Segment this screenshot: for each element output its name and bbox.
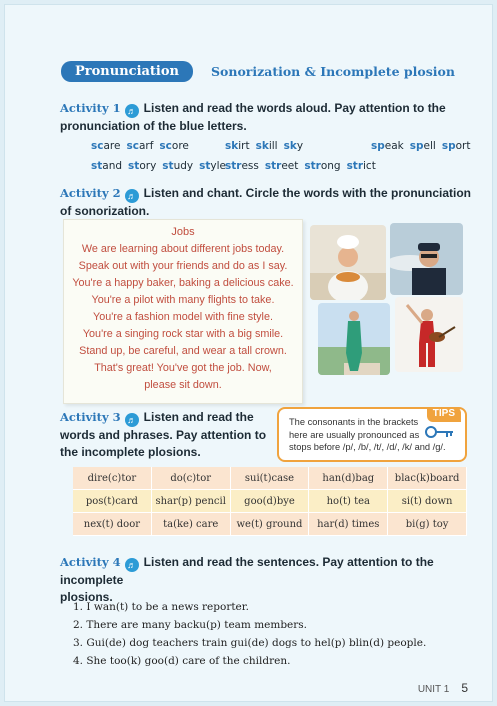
tips-label: TIPS: [427, 407, 461, 422]
grid-cell: han(d)bag: [309, 467, 388, 490]
grid-cell: we(t) ground: [231, 513, 310, 536]
word: stand: [91, 160, 123, 172]
word: style: [199, 160, 226, 172]
chant-line: You're a singing rock star with a big smile.: [82, 328, 284, 340]
grid-cell: shar(p) pencil: [152, 490, 231, 513]
page-footer: [418, 681, 468, 695]
word: skirt: [225, 140, 250, 152]
activity-2-tag: Activity 2: [60, 186, 121, 200]
grid-cell: blac(k)board: [388, 467, 467, 490]
tips-line: stops before /p/, /b/, /t/, /d/, /k/ and /g/.: [289, 442, 446, 452]
section-header: [61, 60, 455, 82]
activity-1-line1: Listen and read the words aloud. Pay attention to the: [143, 101, 446, 115]
activity-4-tag: Activity 4: [60, 555, 121, 569]
chant-line: That's great! You've got the job. Now,: [94, 362, 272, 374]
word-group-str: [225, 160, 382, 172]
grid-cell: ho(t) tea: [309, 490, 388, 513]
word: street: [264, 160, 299, 172]
word-group-st: [91, 160, 232, 172]
activity-2-instruction: [60, 185, 471, 220]
activity-1-tag: Activity 1: [60, 101, 121, 115]
tips-line: The consonants in the brackets: [289, 417, 419, 427]
grid-cell: pos(t)card: [73, 490, 152, 513]
grid-cell: goo(d)bye: [231, 490, 310, 513]
rock-star-photo: [395, 297, 463, 372]
unit-label: UNIT 1: [417, 684, 450, 695]
activity-3-instruction: [60, 409, 266, 461]
activity-3-line2: words and phrases. Pay attention to: [60, 428, 267, 442]
word: strong: [304, 160, 341, 172]
word: speak: [371, 140, 404, 152]
page-number: 5: [461, 681, 468, 695]
grid-cell: sui(t)case: [231, 467, 310, 490]
chant-line: please sit down.: [144, 379, 222, 391]
word: story: [128, 160, 157, 172]
chant-title: Jobs: [171, 226, 195, 238]
activity-1-instruction: [60, 100, 446, 135]
grid-cell: si(t) down: [388, 490, 467, 513]
sentence: 4. She too(k) goo(d) care of the children.: [73, 655, 291, 667]
word: stress: [225, 160, 259, 172]
chant-line: You're a fashion model with fine style.: [93, 311, 273, 323]
grid-cell: ta(ke) care: [152, 513, 231, 536]
activity-1-line2: pronunciation of the blue letters.: [60, 119, 247, 133]
word: spell: [409, 140, 436, 152]
grid-cell: nex(t) door: [73, 513, 152, 536]
key-icon: [425, 425, 455, 439]
sentence: 1. I wan(t) to be a news reporter.: [73, 601, 249, 613]
chant-card: [63, 219, 303, 404]
activity-3-line1: Listen and read the: [143, 410, 254, 424]
tips-box: [277, 407, 467, 462]
word: scarf: [126, 140, 154, 152]
speaker-icon[interactable]: ♬: [125, 104, 139, 118]
sentence: 3. Gui(de) dog teachers train gui(de) dogs to hel(p) blin(d) people.: [73, 637, 427, 649]
word: skill: [255, 140, 278, 152]
speaker-icon[interactable]: ♬: [125, 558, 139, 572]
activity-2-line1: Listen and chant. Circle the words with the pronunciation: [143, 186, 472, 200]
grid-cell: dire(c)tor: [73, 467, 152, 490]
speaker-icon[interactable]: ♬: [125, 189, 139, 203]
word: strict: [346, 160, 376, 172]
chant-line: We are learning about different jobs today.: [81, 243, 285, 255]
phrase-grid: [73, 467, 467, 536]
sentence: 2. There are many backu(p) team members.: [73, 619, 308, 631]
activity-4-line2: plosions.: [60, 590, 113, 604]
word-group-sk: [225, 140, 309, 152]
sentence-list: [73, 598, 426, 670]
chant-line: Stand up, be careful, and wear a tall crown.: [79, 345, 287, 357]
chant-line: Speak out with your friends and do as I say.: [78, 260, 288, 272]
chant-line: You're a happy baker, baking a delicious cake.: [72, 277, 294, 289]
word: sport: [441, 140, 471, 152]
grid-cell: do(c)tor: [152, 467, 231, 490]
tips-line: here are usually pronounced as: [289, 429, 420, 440]
baker-photo: [310, 225, 386, 300]
activity-4-line1: Listen and read the sentences. Pay attention to the incomplete: [60, 555, 434, 587]
grid-cell: har(d) times: [309, 513, 388, 536]
pronunciation-label: Pronunciation: [61, 61, 193, 82]
speaker-icon[interactable]: ♬: [125, 413, 139, 427]
word: sky: [283, 140, 304, 152]
chant-line: You're a pilot with many flights to take.: [91, 294, 275, 306]
textbook-page: [4, 4, 493, 702]
word-group-sc: [91, 140, 195, 152]
activity-3-line3: the incomplete plosions.: [60, 445, 201, 459]
grid-cell: bi(g) toy: [388, 513, 467, 536]
word: scare: [91, 140, 121, 152]
word: score: [159, 140, 189, 152]
pilot-photo: [390, 223, 463, 295]
model-photo: [318, 303, 390, 375]
activity-2-line2: of sonorization.: [60, 204, 150, 218]
section-subtitle: Sonorization & Incomplete plosion: [211, 63, 455, 79]
word-group-sp: [371, 140, 476, 152]
word: study: [162, 160, 194, 172]
activity-3-tag: Activity 3: [60, 410, 121, 424]
